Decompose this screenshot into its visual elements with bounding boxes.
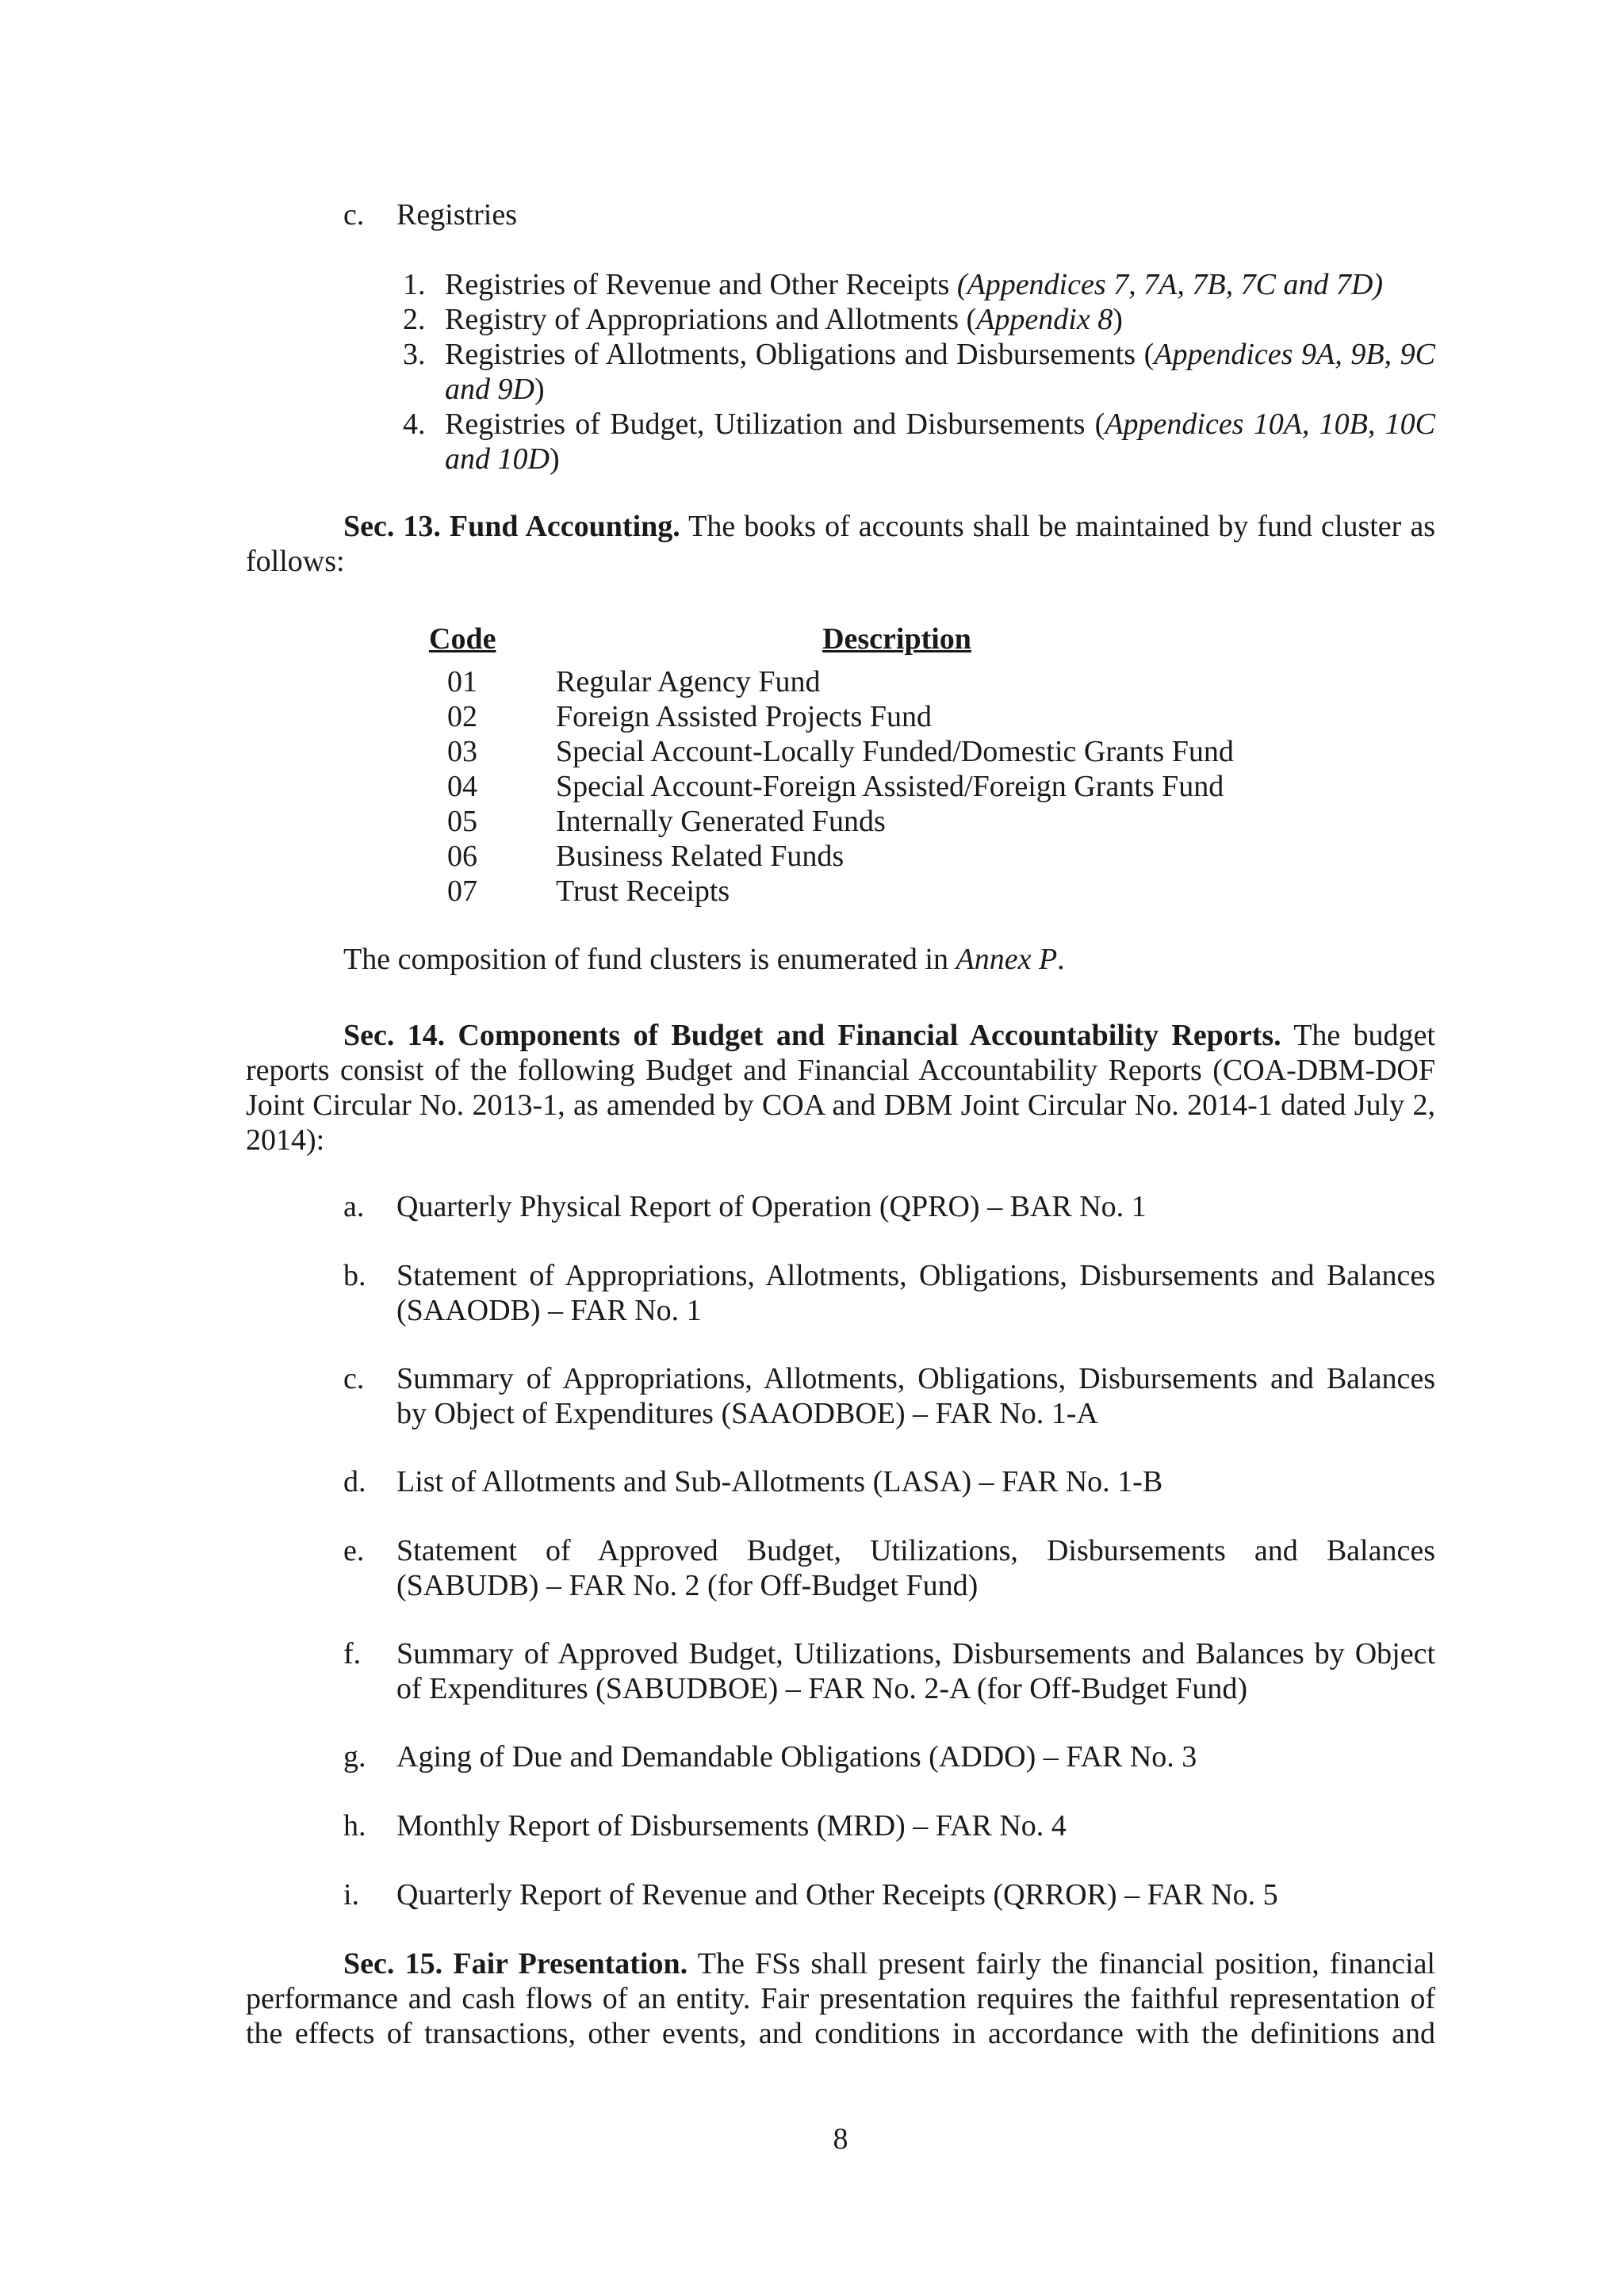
table-row: 01 Regular Agency Fund xyxy=(447,665,821,698)
table-header xyxy=(429,622,1254,664)
appendix-reference: Appendices 10A, 10B, 10C and 10D xyxy=(445,408,1435,476)
registries-marker: c. xyxy=(343,198,365,232)
column-header-description: Description xyxy=(822,622,971,656)
sec13-paragraph: Sec. 13. Fund Accounting. The books of accounts shall be maintained by fund cluster as follows: xyxy=(246,510,1436,578)
list-item: 1. Registries of Revenue and Other Receipts (Appendices 7, 7A, 7B, 7C and 7D) xyxy=(403,268,1384,301)
table-row: 02 Foreign Assisted Projects Fund xyxy=(447,700,932,733)
registries-list xyxy=(403,267,1435,476)
table-row: 06 Business Related Funds xyxy=(447,840,845,873)
list-item: h. Monthly Report of Disbursements (MRD) – FAR No. 4 xyxy=(343,1809,1067,1843)
list-item: i. Quarterly Report of Revenue and Other Receipts (QRROR) – FAR No. 5 xyxy=(343,1878,1278,1911)
fund-composition-note: The composition of fund clusters is enumerated in Annex P. xyxy=(343,943,1065,976)
list-item: 3. Registries of Allotments, Obligations and Disbursements (Appendices 9A, 9B, 9C and 9D) xyxy=(403,338,1435,406)
column-header-code: Code xyxy=(429,622,496,656)
sec13-title: Sec. 13. Fund Accounting. xyxy=(343,510,680,543)
list-item: 4. Registries of Budget, Utilization and Disbursements (Appendices 10A, 10B, 10C and 10D) xyxy=(403,408,1435,476)
sec14-paragraph: Sec. 14. Components of Budget and Financial Accountability Reports. The budget reports consist of the following Budget and Financial Accountability Reports (COA-DBM-DOF Joint Circular No. 2013-1, as amended by COA and DBM Joint Circular No. 2014-1 dated July 2, 2014): xyxy=(246,1019,1435,1157)
table-row: 05 Internally Generated Funds xyxy=(447,805,886,838)
sec15-paragraph: Sec. 15. Fair Presentation. The FSs shall present fairly the financial position, financial performance and cash flows of an entity. Fair presentation requires the faithful representation of the effects of transactions, other events, and conditions in accordance with the definitions and xyxy=(246,1947,1435,2050)
sec14-title: Sec. 14. Components of Budget and Financial Accountability Reports. xyxy=(343,1019,1281,1052)
appendix-reference: Appendices 9A, 9B, 9C and 9D xyxy=(445,338,1435,406)
page-number: 8 xyxy=(833,2122,848,2156)
fund-cluster-table xyxy=(429,622,1254,909)
table-row: 03 Special Account-Locally Funded/Domestic Grants Fund xyxy=(447,735,1234,768)
list-item: f. Summary of Approved Budget, Utilizations, Disbursements and Balances by Object of Expenditures (SABUDBOE) – FAR No. 2-A (for Off-Budget Fund) xyxy=(343,1637,1435,1705)
list-item: 2. Registry of Appropriations and Allotments (Appendix 8) xyxy=(403,303,1123,336)
appendix-reference: Appendix 8 xyxy=(976,303,1113,336)
list-item: g. Aging of Due and Demandable Obligations (ADDO) – FAR No. 3 xyxy=(343,1740,1197,1774)
table-row: 07 Trust Receipts xyxy=(447,874,730,908)
registries-heading xyxy=(343,197,978,232)
list-item: e. Statement of Approved Budget, Utilizations, Disbursements and Balances (SABUDB) – FAR No. 2 (for Off-Budget Fund) xyxy=(343,1534,1435,1602)
list-item: c. Summary of Appropriations, Allotments, Obligations, Disbursements and Balances by Object of Expenditures (SAAODBOE) – FAR No. 1-A xyxy=(343,1362,1435,1430)
annex-reference: Annex P xyxy=(956,943,1058,976)
sec15-title: Sec. 15. Fair Presentation. xyxy=(343,1947,688,1980)
registries-title: Registries xyxy=(396,198,517,232)
table-row: 04 Special Account-Foreign Assisted/Foreign Grants Fund xyxy=(447,770,1224,803)
list-item: a. Quarterly Physical Report of Operation (QPRO) – BAR No. 1 xyxy=(343,1190,1147,1223)
list-item: d. List of Allotments and Sub-Allotments (LASA) – FAR No. 1-B xyxy=(343,1465,1163,1498)
appendix-reference: (Appendices 7, 7A, 7B, 7C and 7D) xyxy=(956,268,1384,301)
list-item: b. Statement of Appropriations, Allotments, Obligations, Disbursements and Balances (SAAODB) – FAR No. 1 xyxy=(343,1259,1435,1327)
